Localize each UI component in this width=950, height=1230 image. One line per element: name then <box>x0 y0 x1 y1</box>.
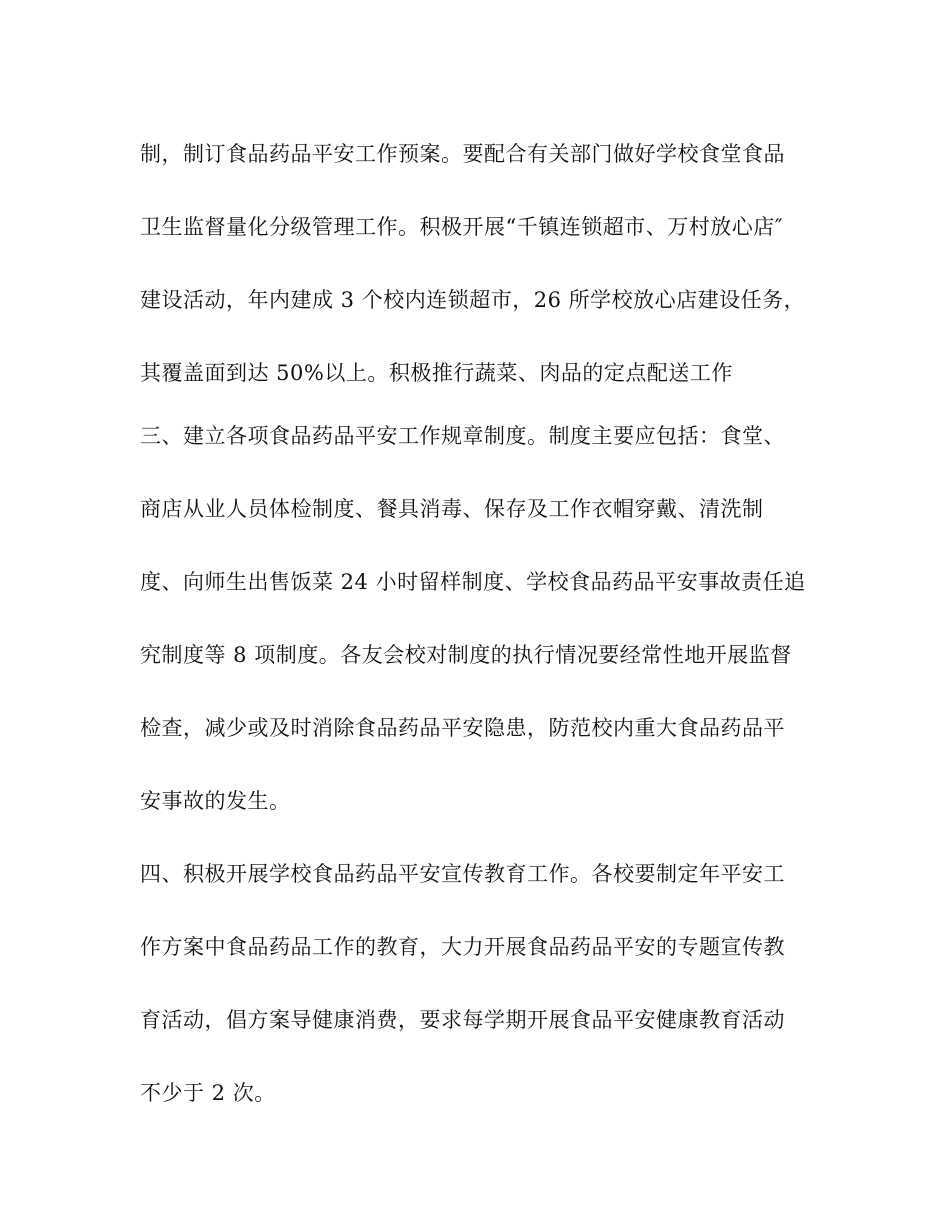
text-line: 商店从业人员体检制度、餐具消毒、保存及工作衣帽穿戴、清洗制 <box>140 497 764 521</box>
text-line: 不少于 2 次。 <box>140 1081 276 1105</box>
text-line: 安事故的发生。 <box>140 789 291 813</box>
text-line: 作方案中食品药品工作的教育，大力开展食品药品平安的专题宣传教 <box>140 935 785 959</box>
text-line: 制，制订食品药品平安工作预案。要配合有关部门做好学校食堂食品 <box>140 142 785 166</box>
text-line: 度、向师生出售饭菜 24 小时留样制度、学校食品药品平安事故责任追 <box>140 570 806 594</box>
text-line: 建设活动，年内建成 3 个校内连锁超市，26 所学校放心店建设任务， <box>140 288 806 312</box>
text-line: 三、建立各项食品药品平安工作规章制度。制度主要应包括：食堂、 <box>140 424 785 448</box>
text-line: 四、积极开展学校食品药品平安宣传教育工作。各校要制定年平安工 <box>140 862 785 886</box>
text-line: 育活动，倡方案导健康消费，要求每学期开展食品平安健康教育活动 <box>140 1008 785 1032</box>
body-text <box>140 118 820 1130</box>
text-line: 究制度等 8 项制度。各友会校对制度的执行情况要经常性地开展监督 <box>140 643 792 667</box>
text-line: 其覆盖面到达 50%以上。积极推行蔬菜、肉品的定点配送工作 <box>140 361 733 385</box>
text-line: 卫生监督量化分级管理工作。积极开展“千镇连锁超市、万村放心店″ <box>140 215 784 239</box>
text-line: 检查，减少或及时消除食品药品平安隐患，防范校内重大食品药品平 <box>140 716 785 740</box>
